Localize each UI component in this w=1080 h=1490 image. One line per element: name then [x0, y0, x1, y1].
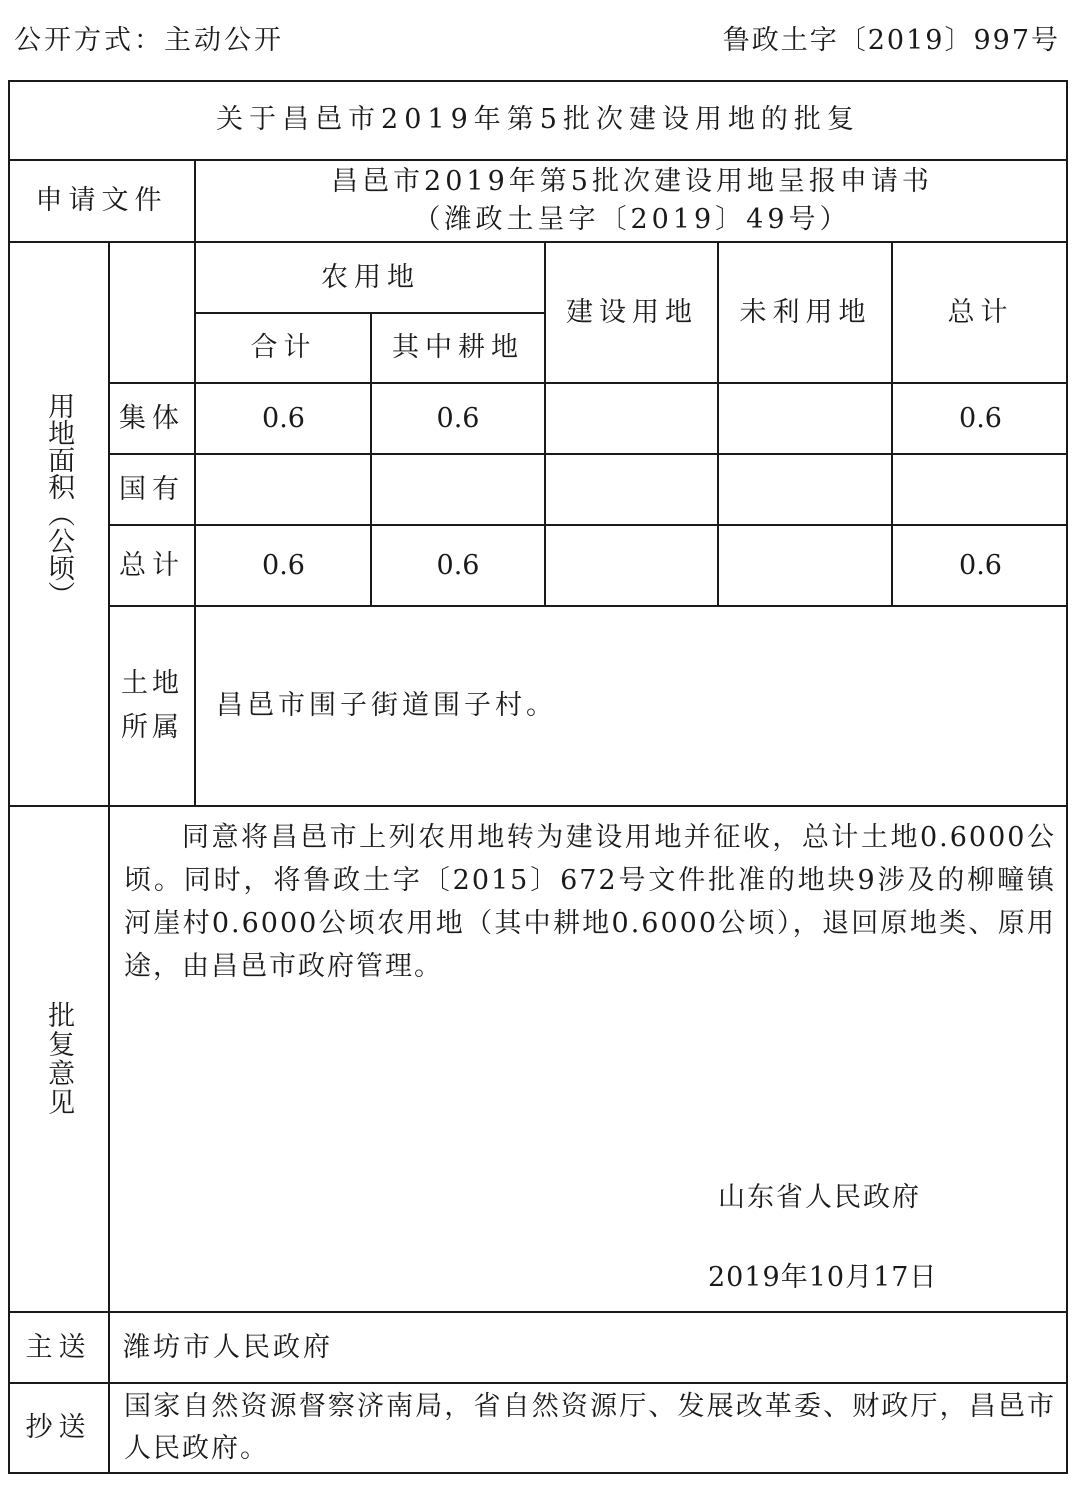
cell-total-construction: [546, 525, 718, 606]
cell-collective-arable: 0.6: [436, 402, 480, 434]
cell-total-agri-total: 0.6: [262, 549, 305, 581]
cell-state-construction: [546, 454, 718, 525]
main-recipient-label: 主送: [25, 1331, 92, 1363]
col-header-agri-total: 合计: [250, 332, 317, 364]
document-number: 鲁政土字〔2019〕997号: [722, 25, 1060, 56]
cell-total-arable: 0.6: [436, 549, 480, 581]
area-section-label: 用地面积（公顷）: [43, 392, 75, 608]
cell-state-unused: [719, 454, 892, 525]
disclosure-method: 公开方式：主动公开: [14, 25, 284, 56]
cell-state-total: [893, 454, 1068, 525]
cell-total-total: 0.6: [959, 549, 1002, 581]
col-header-arable: 其中耕地: [392, 332, 524, 364]
cell-total-unused: [719, 525, 892, 606]
approval-label: 批复意见: [43, 1001, 75, 1117]
row-label-collective: 集体: [119, 402, 185, 434]
ownership-label: 土地所属: [121, 668, 183, 743]
application-file: [196, 160, 1068, 242]
col-header-construction: 建设用地: [566, 296, 698, 328]
application-file-title: 昌邑市2019年第5批次建设用地呈报申请书: [331, 166, 933, 197]
application-file-number: （潍政土呈字〔2019〕49号）: [413, 204, 851, 235]
approval-date: 2019年10月17日: [708, 1262, 938, 1294]
cc-label: 抄送: [25, 1412, 92, 1444]
row-label-state-owned: 国有: [119, 473, 185, 505]
row-label-total: 总计: [119, 549, 185, 581]
cell-collective-agri-total: 0.6: [262, 402, 305, 434]
cell-collective-total: 0.6: [959, 402, 1002, 434]
approval-form: [8, 80, 1068, 1474]
main-recipient-value: 潍坊市人民政府: [123, 1331, 333, 1363]
cell-collective-unused: [719, 383, 892, 454]
form-title: 关于昌邑市2019年第5批次建设用地的批复: [216, 104, 860, 136]
cell-state-arable: [371, 454, 545, 525]
application-label: 申请文件: [35, 185, 168, 217]
col-header-total: 总计: [947, 296, 1014, 328]
approval-text: 同意将昌邑市上列农用地转为建设用地并征收，总计土地0.6000公顷。同时，将鲁政土字〔2015〕672号文件批准的地块9涉及的柳疃镇河崖村0.6000公顷农用地（其中耕地0.6000公顷），退回原地类、原用途，由昌邑市政府管理。: [124, 822, 1056, 982]
cell-collective-construction: [546, 383, 718, 454]
cc-value: 国家自然资源督察济南局，省自然资源厅、发展改革委、财政厅，昌邑市人民政府。: [124, 1391, 1056, 1464]
col-header-unused: 未利用地: [739, 296, 872, 328]
issuing-authority: 山东省人民政府: [718, 1182, 921, 1214]
col-header-agricultural: 农用地: [321, 261, 420, 293]
cell-state-agri-total: [196, 454, 371, 525]
ownership-value: 昌邑市围子街道围子村。: [216, 690, 557, 722]
